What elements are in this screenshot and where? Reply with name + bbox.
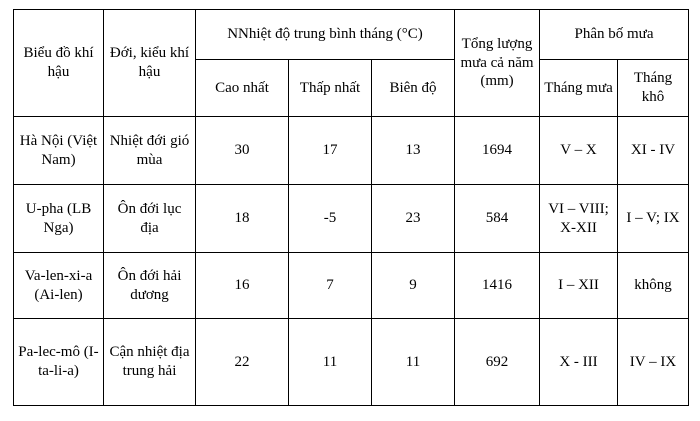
cell-dry-months: I – V; IX <box>618 185 689 253</box>
header-temp-min: Thấp nhất <box>289 60 372 117</box>
cell-temp-max: 30 <box>196 117 289 185</box>
cell-wet-months: VI – VIII; X-XII <box>540 185 618 253</box>
cell-temp-min: -5 <box>289 185 372 253</box>
header-dry-months: Tháng khô <box>618 60 689 117</box>
header-temp-max: Cao nhất <box>196 60 289 117</box>
cell-place: U-pha (LB Nga) <box>14 185 104 253</box>
cell-zone: Ôn đới lục địa <box>104 185 196 253</box>
header-chart: Biểu đồ khí hậu <box>14 10 104 117</box>
header-row-1 <box>14 10 689 60</box>
cell-place: Pa-lec-mô (I-ta-li-a) <box>14 319 104 406</box>
cell-temp-min: 17 <box>289 117 372 185</box>
cell-temp-max: 22 <box>196 319 289 406</box>
cell-rain-total: 692 <box>455 319 540 406</box>
header-rain-total: Tổng lượng mưa cả năm (mm) <box>455 10 540 117</box>
header-zone: Đới, kiểu khí hậu <box>104 10 196 117</box>
cell-zone: Cận nhiệt địa trung hải <box>104 319 196 406</box>
header-temp-group: NNhiệt độ trung bình tháng (°C) <box>196 10 455 60</box>
cell-temp-max: 18 <box>196 185 289 253</box>
table-row <box>14 185 689 253</box>
cell-zone: Nhiệt đới gió mùa <box>104 117 196 185</box>
cell-rain-total: 1694 <box>455 117 540 185</box>
cell-dry-months: IV – IX <box>618 319 689 406</box>
cell-rain-total: 584 <box>455 185 540 253</box>
cell-temp-min: 11 <box>289 319 372 406</box>
cell-temp-range: 23 <box>372 185 455 253</box>
cell-zone: Ôn đới hải dương <box>104 253 196 319</box>
table-row <box>14 117 689 185</box>
cell-temp-min: 7 <box>289 253 372 319</box>
header-rain-group: Phân bố mưa <box>540 10 689 60</box>
cell-wet-months: V – X <box>540 117 618 185</box>
header-temp-range: Biên độ <box>372 60 455 117</box>
header-wet-months: Tháng mưa <box>540 60 618 117</box>
cell-temp-range: 13 <box>372 117 455 185</box>
cell-place: Va-len-xi-a (Ai-len) <box>14 253 104 319</box>
cell-rain-total: 1416 <box>455 253 540 319</box>
cell-wet-months: X - III <box>540 319 618 406</box>
cell-wet-months: I – XII <box>540 253 618 319</box>
table-row <box>14 253 689 319</box>
cell-dry-months: không <box>618 253 689 319</box>
cell-place: Hà Nội (Việt Nam) <box>14 117 104 185</box>
cell-dry-months: XI - IV <box>618 117 689 185</box>
cell-temp-range: 9 <box>372 253 455 319</box>
cell-temp-range: 11 <box>372 319 455 406</box>
climate-table <box>13 9 689 406</box>
cell-temp-max: 16 <box>196 253 289 319</box>
table-row <box>14 319 689 406</box>
